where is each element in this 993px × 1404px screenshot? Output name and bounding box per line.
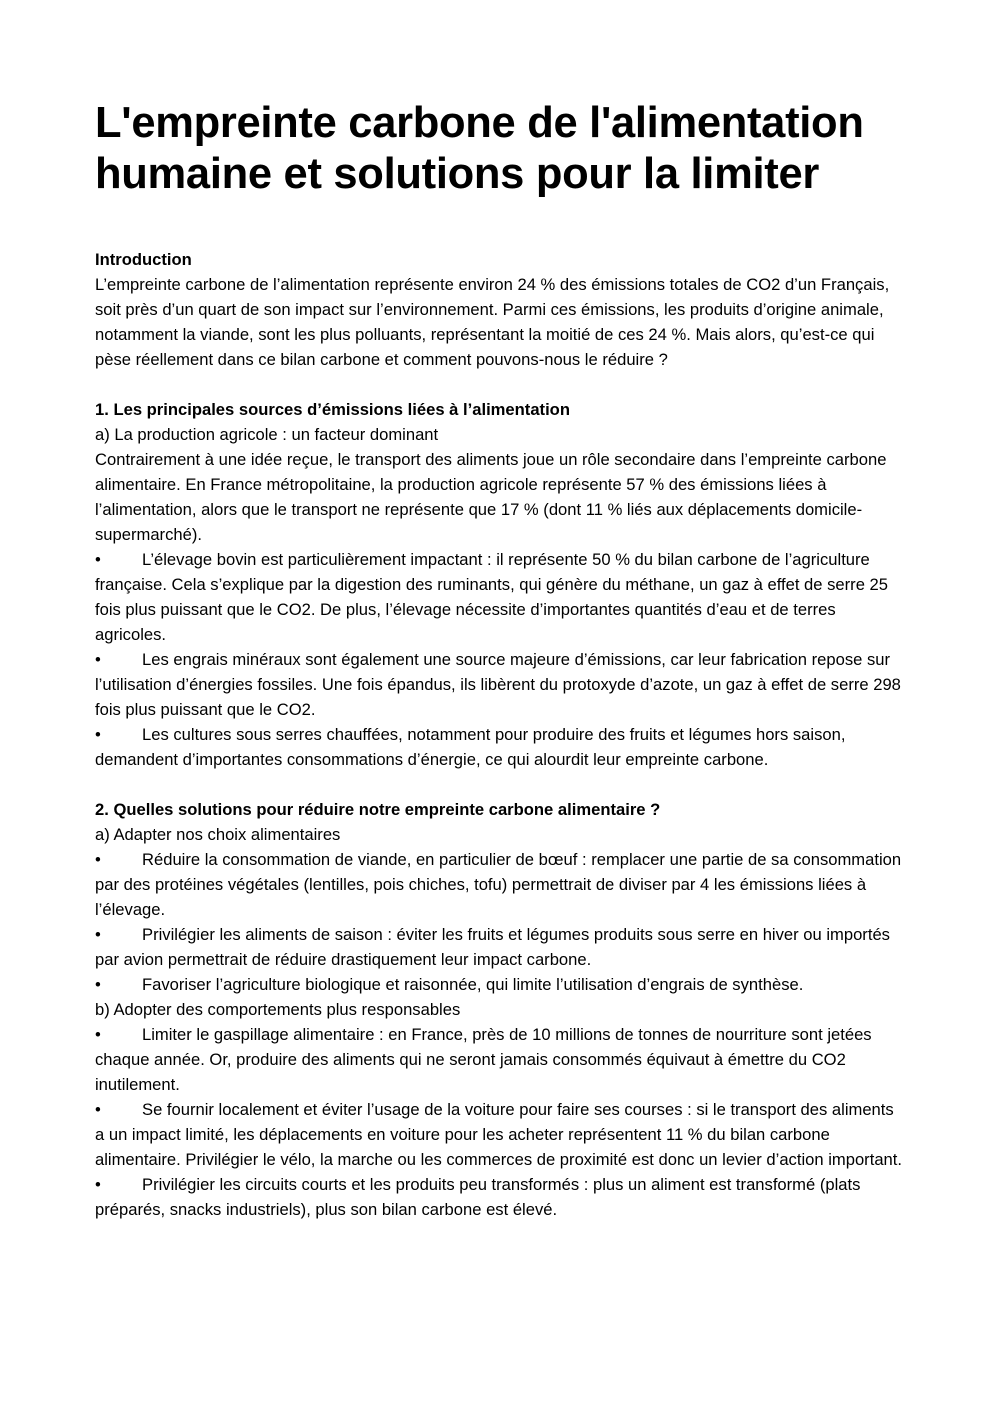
section-2a-subheading: a) Adapter nos choix alimentaires xyxy=(95,825,341,844)
bullet-icon: • xyxy=(95,1100,101,1119)
bullet-icon: • xyxy=(95,1175,101,1194)
list-item xyxy=(95,547,905,647)
list-item-text: Les cultures sous serres chauffées, notamment pour produire des fruits et légumes hors saison, demandent d’importantes consommations d’énergie, ce qui alourdit leur empreinte carbone. xyxy=(95,725,846,769)
list-item xyxy=(95,1097,905,1172)
section-1-heading: 1. Les principales sources d’émissions liées à l’alimentation xyxy=(95,400,570,419)
document-page xyxy=(95,98,905,1222)
list-item-text: Favoriser l’agriculture biologique et raisonnée, qui limite l’utilisation d’engrais de synthèse. xyxy=(142,975,804,994)
bullet-icon: • xyxy=(95,1025,101,1044)
list-item-text: Limiter le gaspillage alimentaire : en France, près de 10 millions de tonnes de nourriture sont jetées chaque année. Or, produire des aliments qui ne seront jamais consommés équivaut à émettre du CO2 inutilement. xyxy=(95,1025,872,1094)
list-item-text: Privilégier les aliments de saison : éviter les fruits et légumes produits sous serre en hiver ou importés par avion permettrait de réduire drastiquement leur impact carbone. xyxy=(95,925,890,969)
section-1-subheading: a) La production agricole : un facteur dominant xyxy=(95,425,439,444)
list-item-text: Privilégier les circuits courts et les produits peu transformés : plus un aliment est transformé (plats préparés, snacks industriels), plus son bilan carbone est élevé. xyxy=(95,1175,861,1219)
list-item xyxy=(95,722,905,772)
list-item xyxy=(95,972,905,997)
paragraph-spacer xyxy=(95,372,905,397)
section-2-heading: 2. Quelles solutions pour réduire notre empreinte carbone alimentaire ? xyxy=(95,800,661,819)
list-item-text: Les engrais minéraux sont également une source majeure d’émissions, car leur fabrication repose sur l’utilisation d’énergies fossiles. Une fois épandus, ils libèrent du protoxyde d’azote, un gaz à effet de serre 298 fois plus puissant que le CO2. xyxy=(95,650,901,719)
list-item xyxy=(95,922,905,972)
list-item-text: Se fournir localement et éviter l’usage de la voiture pour faire ses courses : si le transport des aliments a un impact limité, les déplacements en voiture pour les acheter représentent 11 % du bilan carbone alimentaire. Privilégier le vélo, la marche ou les commerces de proximité est donc un levier d’action important. xyxy=(95,1100,902,1169)
list-item-text: Réduire la consommation de viande, en particulier de bœuf : remplacer une partie de sa consommation par des protéines végétales (lentilles, pois chiches, tofu) permettrait de diviser par 4 les émissions liées à l’élevage. xyxy=(95,850,902,919)
list-item xyxy=(95,647,905,722)
bullet-icon: • xyxy=(95,650,101,669)
document-title: L'empreinte carbone de l'alimentation humaine et solutions pour la limiter xyxy=(95,99,864,198)
section-2b-subheading: b) Adopter des comportements plus responsables xyxy=(95,1000,461,1019)
bullet-icon: • xyxy=(95,850,101,869)
list-item xyxy=(95,1172,905,1222)
list-item-text: L’élevage bovin est particulièrement impactant : il représente 50 % du bilan carbone de l’agriculture française. Cela s’explique par la digestion des ruminants, qui génère du méthane, un gaz à effet de serre 25 fois plus puissant que le CO2. De plus, l’élevage nécessite d’importantes quantités d’eau et de terres agricoles. xyxy=(95,550,888,644)
intro-paragraph: L’empreinte carbone de l’alimentation représente environ 24 % des émissions totales de CO2 d’un Français, soit près d’un quart de son impact sur l’environnement. Parmi ces émissions, les produits d’origine animale, notamment la viande, sont les plus polluants, représentant la moitié de ces 24 %. Mais alors, qu’est-ce qui pèse réellement dans ce bilan carbone et comment pouvons-nous le réduire ? xyxy=(95,275,890,369)
list-item xyxy=(95,1022,905,1097)
document-body xyxy=(95,247,905,1222)
bullet-icon: • xyxy=(95,725,101,744)
paragraph-spacer xyxy=(95,772,905,797)
bullet-icon: • xyxy=(95,925,101,944)
bullet-icon: • xyxy=(95,975,101,994)
bullet-icon: • xyxy=(95,550,101,569)
intro-heading: Introduction xyxy=(95,250,192,269)
list-item xyxy=(95,847,905,922)
section-1-paragraph: Contrairement à une idée reçue, le transport des aliments joue un rôle secondaire dans l’empreinte carbone alimentaire. En France métropolitaine, la production agricole représente 57 % des émissions liées à l’alimentation, alors que le transport ne représente que 17 % (dont 11 % liés aux déplacements domicile-supermarché). xyxy=(95,450,887,544)
